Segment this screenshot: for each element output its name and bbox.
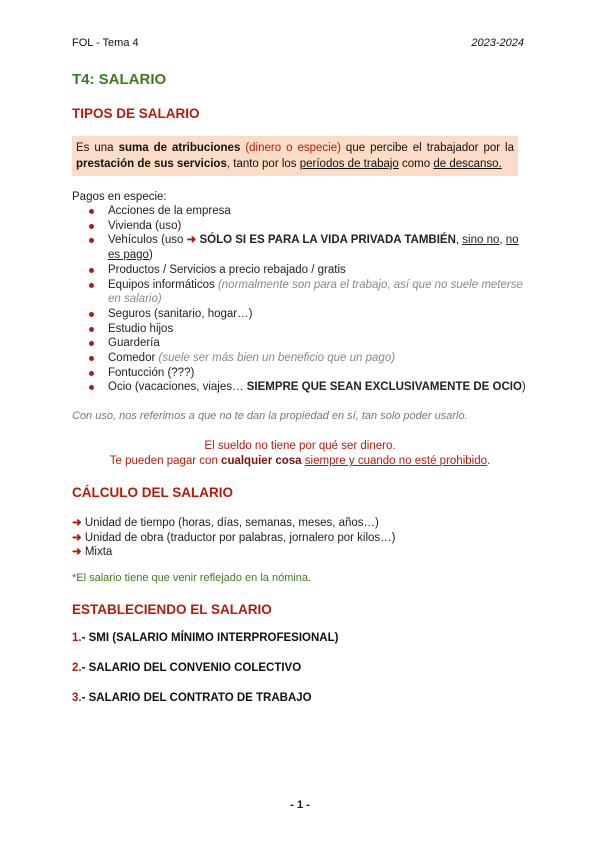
calculo-item-text: Unidad de tiempo (horas, días, semanas, meses, años…) (84, 517, 379, 529)
list-item-text: Acciones de la empresa (108, 205, 231, 217)
def-text: , tanto por los (226, 158, 300, 170)
page-number: - 1 - (290, 799, 310, 811)
bullet-icon (89, 312, 94, 317)
bullet-icon (89, 268, 94, 273)
uso-note: Con uso, nos referimos a que no te dan la propiedad en sí, tan solo poder usarlo. (72, 410, 468, 422)
pagos-label: Pagos en especie: (72, 191, 167, 203)
list-item-bold: SIEMPRE QUE SEAN EXCLUSIVAMENTE DE OCIO (246, 381, 522, 394)
def-text: como (398, 158, 434, 170)
sueldo-note: El sueldo no tiene por qué ser dinero. (204, 440, 396, 452)
pagar-underline: siempre y cuando no esté prohibido (304, 455, 487, 467)
section-heading-tipos: TIPOS DE SALARIO (72, 106, 200, 121)
pagar-period: . (487, 455, 491, 467)
section-heading-estableciendo: ESTABLECIENDO EL SALARIO (72, 602, 272, 617)
calculo-item-text: Unidad de obra (traductor por palabras, jornalero por kilos…) (84, 532, 396, 544)
list-item (80, 380, 530, 395)
list-item-text: ) (521, 381, 526, 394)
list-item-underline: sino no (462, 234, 500, 247)
def-bold-suma: suma de atribuciones (118, 142, 241, 154)
list-item-underline: no es pago (108, 234, 519, 262)
bullet-icon (89, 371, 94, 376)
list-item-text: Guardería (108, 337, 160, 350)
def-underline-periodos: períodos de trabajo (299, 158, 399, 170)
pagar-bold: cualquier cosa (221, 455, 302, 467)
list-item-text: Estudio hijos (108, 322, 174, 335)
item-text: - SALARIO DEL CONTRATO DE TRABAJO (81, 692, 312, 704)
list-item (80, 219, 530, 234)
definition-callout (72, 136, 518, 176)
list-item-text: Fontucción (???) (108, 366, 195, 379)
list-item-text: Productos / Servicios a precio rebajado / gratis (108, 263, 346, 276)
header-year: 2023-2024 (471, 37, 524, 49)
nomina-note: *El salario tiene que venir reflejado en la nómina. (72, 572, 312, 584)
pagar-text: Te pueden pagar con (109, 455, 222, 467)
item-number: 2. (72, 662, 82, 674)
def-underline-descanso: de descanso. (433, 158, 502, 170)
list-item (80, 278, 530, 307)
list-item (80, 322, 530, 337)
page-title: T4: SALARIO (72, 71, 167, 88)
bullet-icon (89, 238, 94, 243)
list-item-text: Comedor (108, 352, 159, 365)
calculo-item (72, 544, 112, 558)
bullet-icon (89, 385, 94, 390)
item-text: - SALARIO DEL CONVENIO COLECTIVO (81, 662, 302, 674)
list-item-text: Equipos informáticos (108, 278, 218, 291)
calculo-item (72, 515, 379, 529)
list-item-text: Ocio (vacaciones, viajes… (108, 381, 247, 394)
list-item (80, 366, 530, 381)
def-text: que percibe el trabajador por la (340, 142, 515, 154)
establecer-item (72, 692, 312, 704)
list-item-note: (normalmente son para el trabajo, así que no suele meterse en salario) (108, 278, 523, 306)
list-item-text: , (455, 234, 463, 247)
list-item-text: Vivienda (uso) (108, 219, 182, 232)
section-heading-calculo: CÁLCULO DEL SALARIO (72, 485, 233, 500)
bullet-icon (89, 224, 94, 229)
list-item-text: Vehículos (uso (108, 234, 187, 247)
bullet-icon (89, 341, 94, 346)
pagar-note (0, 455, 600, 467)
item-number: 1. (72, 632, 82, 644)
list-item (80, 204, 530, 219)
def-bold-prestacion: prestación de sus servicios (76, 158, 227, 170)
list-item (80, 336, 530, 351)
list-item-text: , (499, 234, 506, 247)
list-item-bold: SÓLO SI ES PARA LA VIDA PRIVADA TAMBIÉN (196, 234, 456, 247)
def-red-especie: (dinero o especie) (240, 142, 341, 154)
list-item (80, 351, 530, 366)
calculo-item-text: Mixta (84, 546, 113, 558)
header-course: FOL - Tema 4 (72, 37, 139, 49)
bullet-icon (89, 356, 94, 361)
bullet-icon (89, 327, 94, 332)
arrow-icon: ➜ (72, 517, 82, 529)
list-item-text: Seguros (sanitario, hogar…) (108, 307, 253, 320)
item-text: - SMI (SALARIO MÍNIMO INTERPROFESIONAL) (81, 632, 339, 644)
list-item (80, 263, 530, 278)
establecer-item (72, 662, 301, 674)
item-number: 3. (72, 692, 82, 704)
list-item (80, 307, 530, 322)
arrow-icon: ➜ (72, 532, 82, 544)
calculo-item (72, 530, 396, 544)
pagos-especie-list (80, 204, 530, 395)
list-item (80, 233, 530, 262)
establecer-item (72, 632, 338, 644)
list-item-note: (suele ser más bien un beneficio que un pago) (158, 352, 396, 365)
arrow-icon: ➜ (72, 546, 82, 558)
arrow-icon: ➜ (186, 234, 197, 247)
bullet-icon (89, 209, 94, 214)
list-item-text: ) (148, 249, 153, 262)
bullet-icon (89, 283, 94, 288)
def-text: Es una (76, 142, 119, 154)
